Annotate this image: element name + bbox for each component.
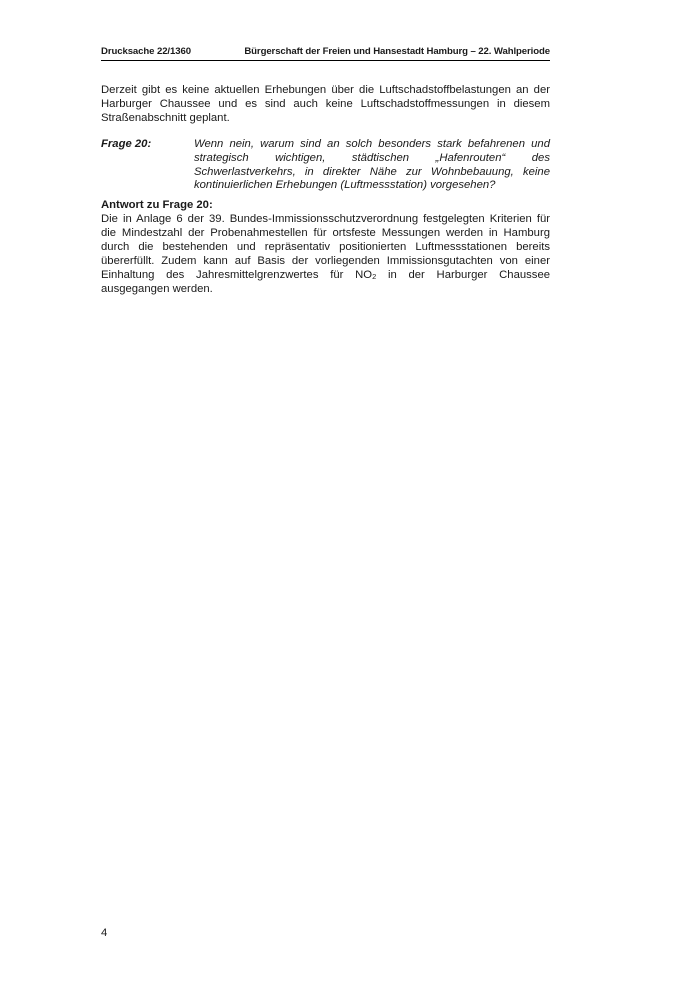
intro-paragraph: Derzeit gibt es keine aktuellen Erhebungen über die Luftschadstoffbelastungen an der Harburger Chaussee und es sind auch keine Luftschadstoffmessungen in diesem Straßenabschnitt geplant. — [101, 84, 550, 124]
answer-text-part1: Die in Anlage 6 der 39. Bundes-Immissionsschutzverordnung festgelegten Kriterien für die Mindestzahl der Probenahmestellen für ortsfeste Messungen werden in Hamburg durch die bestehenden und repräsentativ positionierten Luftmessstationen bereits übererfüllt. Zudem kann auf Basis der vorliegenden Immissionsgutachten von einer Einhaltung des Jahresmittelgrenzwertes für NO — [101, 213, 550, 281]
answer-text-part2: in der Harburger Chaussee ausgegangen werden. — [101, 268, 551, 295]
question-text: Wenn nein, warum sind an solch besonders stark befahrenen und strategisch wichtigen, städtischen „Hafenrouten“ des Schwerlastverkehrs, in direkter Nähe zur Wohnbebauung, keine kontinuierlichen Erhebungen (Luftmessstation) vorgesehen? — [194, 137, 550, 192]
document-number: Drucksache 22/1360 — [101, 46, 191, 57]
answer-text — [101, 213, 550, 296]
institution-title: Bürgerschaft der Freien und Hansestadt Hamburg – 22. Wahlperiode — [244, 46, 550, 57]
answer-heading: Antwort zu Frage 20: — [101, 199, 213, 212]
document-body — [101, 84, 550, 297]
page-number: 4 — [101, 927, 108, 939]
page-header — [101, 46, 550, 61]
question-block — [101, 138, 550, 194]
question-label: Frage 20: — [101, 137, 152, 150]
subscript-two: 2 — [372, 271, 377, 281]
